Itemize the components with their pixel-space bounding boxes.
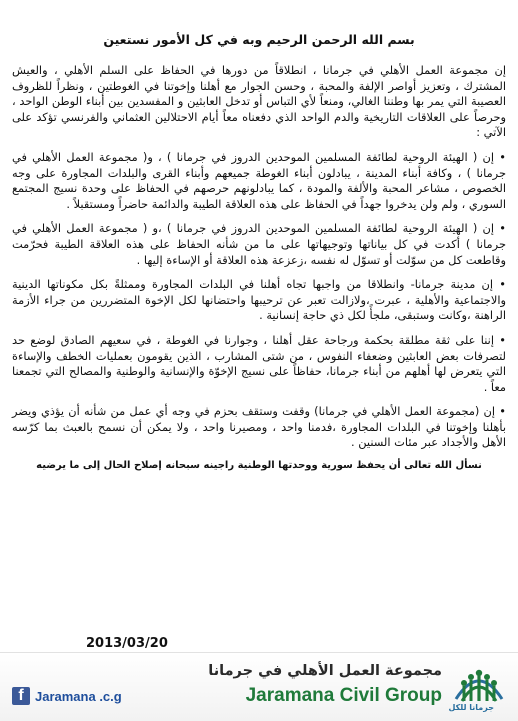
facebook-handle-link[interactable]: Jaramana .c.g xyxy=(35,689,122,704)
point-1-paragraph: • إن ( الهيئة الروحية لطائفة المسلمين الموحدين الدروز في جرمانا ) ، و( مجموعة العمل الأهلي في جرمانا ) ، وكافة أبناء المدينة ، يبادلون أبناء الغوطة جميعهم وأبناء القرى والبلدات المجاورة على وجه الخصوص ، مشاعر المحبة والألفة والمودة ، كما يبادلونهم حرصهم في الحفاظ على وحدة نسيج المجتمع السوري ، ولم ولن يدخروا جهداً في الحفاظ على هذه العلاقة الطيبة والدائمة حاضراً ومستقبلاً . xyxy=(12,149,506,211)
point-5-paragraph: • إن (مجموعة العمل الأهلي في جرمانا) وقفت وستقف بحزم في وجه أي عمل من شأنه أن يؤذي ويضر بأهلنا وإخوتنا في البلدات المجاورة ،فدمنا واحد ، ومصيرنا واحد ، ولا يمكن أن نسمح بالعبث بما كرّسه الأهل والأجداد عبر مئات السنين . xyxy=(12,404,506,450)
point-3-paragraph: • إن مدينة جرمانا- وانطلاقا من واجبها تجاه أهلنا في البلدات المجاورة وممثلةً بكل مكوناتها الدينية والاجتماعية والأهلية ، عبرت ،ولازالت تعبر عن ترحيبها واحتضانها لكل الإخوة المتضررين من جراء الأزمة الراهنة ،وكانت وستبقى، ملجأً لكل ذي حاجة إنسانية . xyxy=(12,277,506,323)
point-4-paragraph: • إننا على ثقة مطلقة بحكمة ورجاحة عقل أهلنا ، وجوارنا في الغوطة ، في سعيهم الصادق لوضع حد لتصرفات بعض العابثين وضعفاء النفوس ، من شتى المشارب ، الذين يقومون بعمليات الخطف والإساءة التي يتعرض لها أهلهم من أبناء جرمانا، حفاظاً على نسيج الإخوّة والإنسانية والوطنية والمصالح التي تجمعنا معاً . xyxy=(12,332,506,394)
basmala-heading: بسم الله الرحمن الرحيم وبه في كل الأمور نستعين xyxy=(103,32,415,47)
point-2-paragraph: • إن ( الهيئة الروحية لطائفة المسلمين الموحدين الدروز في جرمانا ) ،و ( مجموعة العمل الأهلي في جرمانا ) أكدت في كل بياناتها وتوجيهاتها على ما من شأنه الحفاظ على هذه العلاقة الطيبة فحرّمت وقاطعت كل من سوّلت أو تسوّل له نفسه ،زعزعة هذه العلاقة أو الإساءة إليها . xyxy=(12,221,506,267)
statement-date: 2013/03/20 xyxy=(86,636,168,651)
org-name-arabic: مجموعة العمل الأهلي في جرمانا xyxy=(208,663,442,679)
logo-caption: جرمانا للكل xyxy=(448,703,494,712)
org-name-english: Jaramana Civil Group xyxy=(245,685,442,706)
footer-banner xyxy=(0,652,518,721)
closing-prayer: نسأل الله تعالى أن يحفظ سورية ووحدتها الوطنية راجينه سبحانه إصلاح الحال إلى ما يرضيه xyxy=(36,460,482,472)
intro-paragraph: إن مجموعة العمل الأهلي في جرمانا ، انطلاقاً من دورها في الحفاظ على السلم الأهلي ، والعيش المشترك ، وتعزيز أواصر الإلفة والمحبة ، وحسن الجوار مع أهلنا وإخوتنا في الغوطتين ، ونظراً للظروف العصيبة التي يمر بها وطننا الغالي، ومنعاً لأي التباس أو تدخل العابثين و المفسدين بين أبناء الوطن الواحد ، وحرصاً على العلاقات التاريخية والدم الواحد الذي دفعناه معاً أيام الاحتلالين العثماني والفرنسي تؤكد على الآتي : xyxy=(12,63,506,140)
facebook-icon[interactable]: f xyxy=(12,687,30,705)
